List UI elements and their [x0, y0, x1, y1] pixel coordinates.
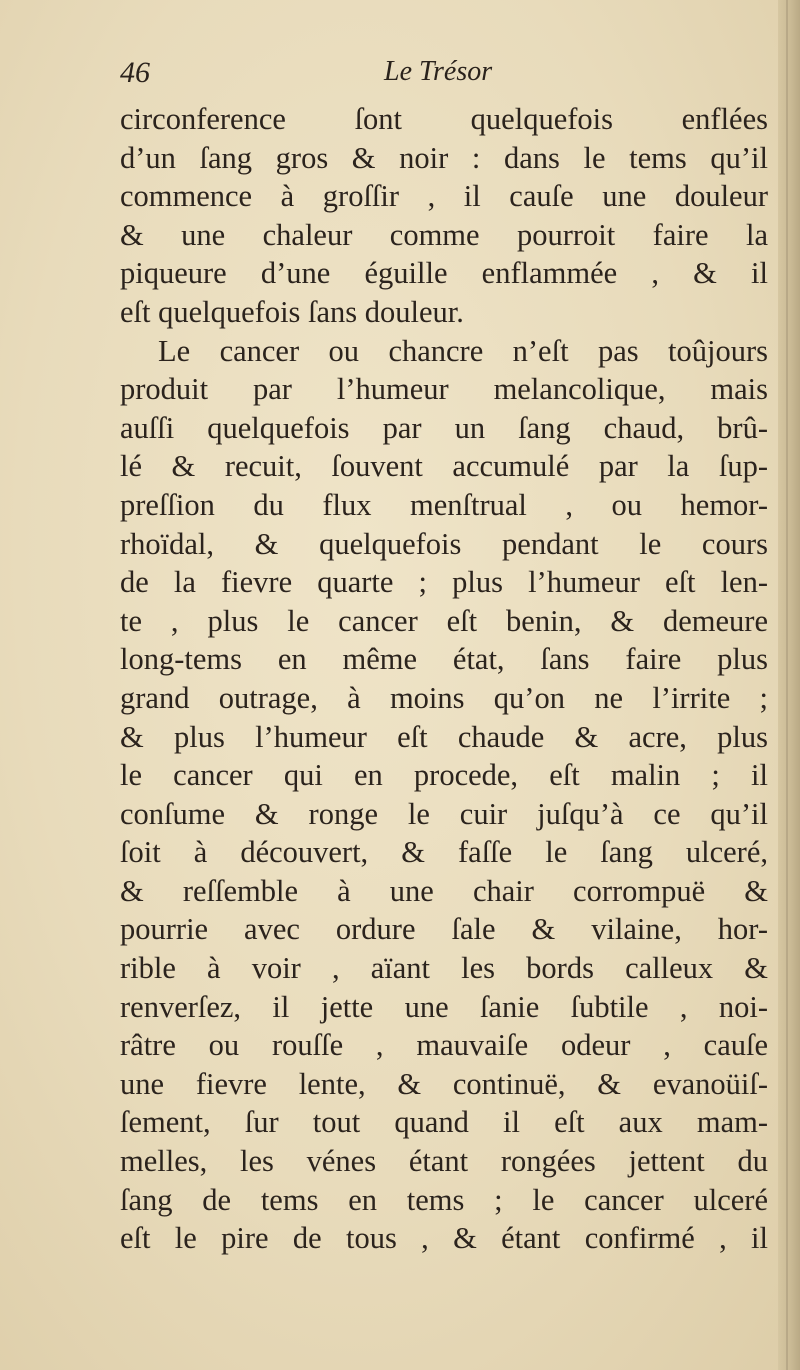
text-line: conſume & ronge le cuir juſqu’à ce qu’il: [120, 796, 768, 831]
text-line: râtre ou rouſſe , mauvaiſe odeur , cauſe: [120, 1028, 768, 1063]
page-number: 46: [120, 56, 150, 89]
text-line: rhoïdal, & quelquefois pendant le cours: [120, 526, 768, 561]
body-text: [120, 100, 768, 1258]
text-line: grand outrage, à moins qu’on ne l’irrite ;: [120, 680, 768, 715]
text-line: pourrie avec ordure ſale & vilaine, hor-: [120, 912, 768, 947]
text-line: produit par l’humeur melancolique, mais: [120, 372, 768, 407]
text-line: ſement, ſur tout quand il eſt aux mam-: [120, 1105, 768, 1140]
text-line: lé & recuit, ſouvent accumulé par la ſup-: [120, 449, 768, 484]
text-line: commence à groſſir , il cauſe une douleur: [120, 179, 768, 214]
text-line: long-tems en même état, ſans faire plus: [120, 642, 768, 677]
text-line: d’un ſang gros & noir : dans le tems qu’il: [120, 140, 768, 175]
text-line: rible à voir , aïant les bords calleux &: [120, 951, 768, 986]
text-line: piqueure d’une éguille enflammée , & il: [120, 256, 768, 291]
text-line: preſſion du flux menſtrual , ou hemor-: [120, 487, 768, 522]
text-line: ſang de tems en tems ; le cancer ulceré: [120, 1182, 768, 1217]
text-line: te , plus le cancer eſt benin, & demeure: [120, 603, 768, 638]
binding-edge: [786, 0, 788, 1370]
text-line: & une chaleur comme pourroit faire la: [120, 217, 768, 252]
text-line: auſſi quelquefois par un ſang chaud, brû-: [120, 410, 768, 445]
text-line: le cancer qui en procede, eſt malin ; il: [120, 758, 768, 793]
text-line: une fievre lente, & continuë, & evanoüiſ-: [120, 1066, 768, 1101]
text-line: & plus l’humeur eſt chaude & acre, plus: [120, 719, 768, 754]
text-line: ſoit à découvert, & faſſe le ſang ulceré,: [120, 835, 768, 870]
text-line: renverſez, il jette une ſanie ſubtile , noi-: [120, 989, 768, 1024]
text-line: eſt le pire de tous , & étant confirmé , il: [120, 1221, 768, 1256]
text-line: melles, les vénes étant rongées jettent du: [120, 1144, 768, 1179]
text-line: de la fievre quarte ; plus l’humeur eſt len-: [120, 565, 768, 600]
page-header: [120, 56, 540, 100]
text-line: circonference ſont quelquefois enflées: [120, 102, 768, 136]
paragraph-first-line: Le cancer ou chancre n’eſt pas toûjours: [158, 333, 768, 368]
text-line: eſt quelquefois ſans douleur.: [120, 294, 464, 329]
text-line: & reſſemble à une chair corrompuë &: [120, 873, 768, 908]
running-title: Le Trésor: [384, 56, 493, 87]
page-gutter: [778, 0, 800, 1370]
